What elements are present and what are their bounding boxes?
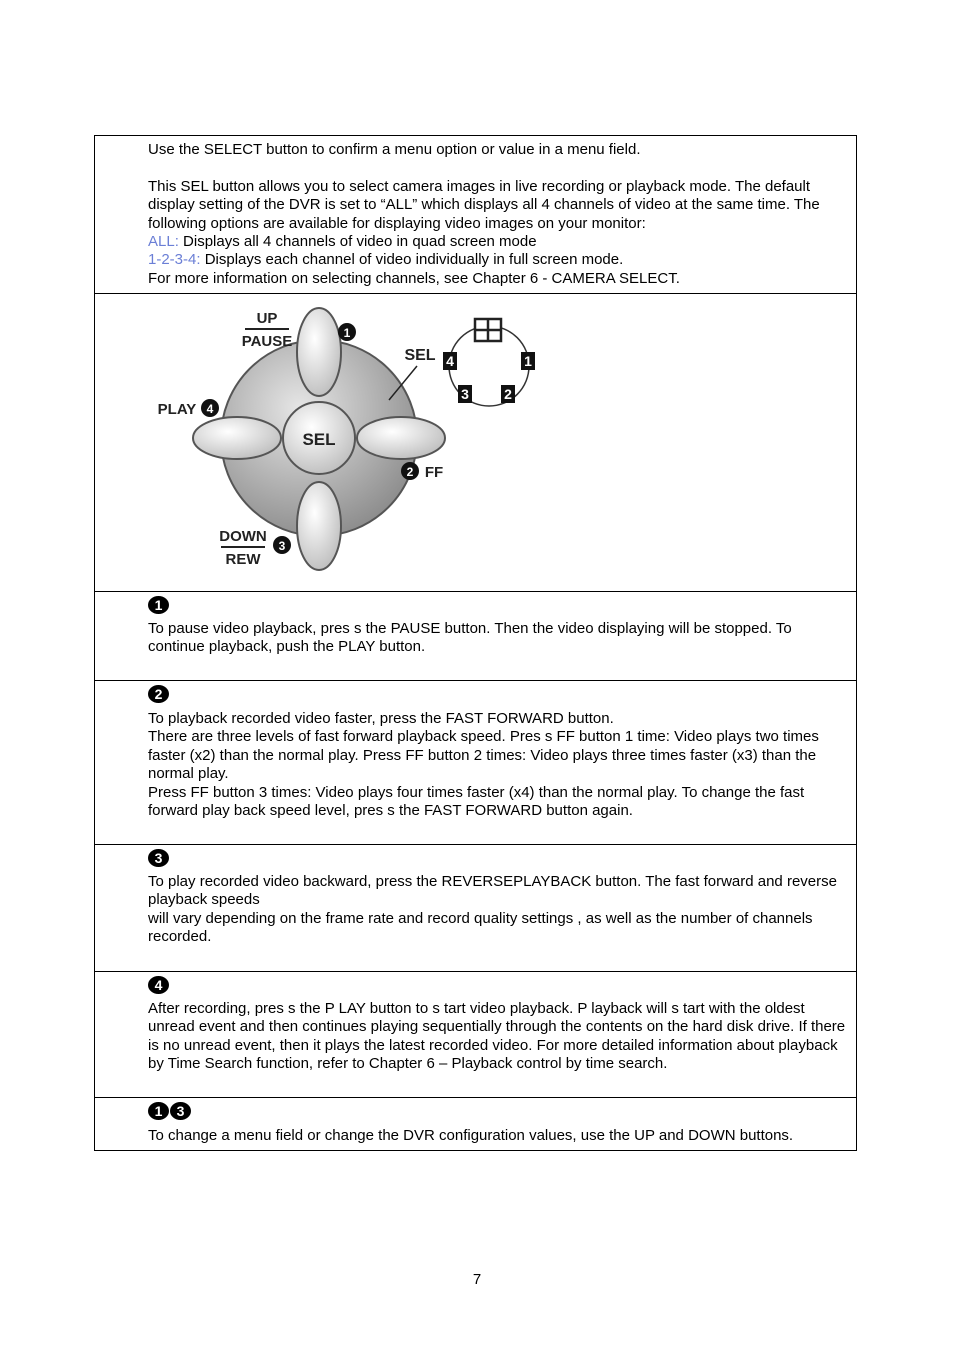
pause-badge: [148, 596, 169, 614]
all-label: ALL:: [148, 233, 179, 251]
pause-description: To pause video playback, pres s the PAUSE button. Then the video displaying will be stopped. To continue playback, push the PLAY button.: [148, 620, 792, 656]
channel-description: Displays each channel of video individually in full screen mode.: [200, 251, 624, 269]
select-intro: Use the SELECT button to confirm a menu option or value in a menu field.: [148, 141, 641, 158]
sel-ring-label: SEL: [404, 347, 436, 364]
button-description-table: [94, 135, 857, 1151]
rew-description-1: To play recorded video backward, press the REVERSEPLAYBACK button. The fast forward and reverse playback speeds: [148, 873, 837, 909]
up-pause-button[interactable]: [297, 308, 341, 396]
number-1-icon: 1: [148, 1102, 169, 1120]
up-number: 1: [343, 326, 351, 340]
page-number: 7: [472, 1271, 482, 1288]
updown-text: [148, 1127, 848, 1145]
select-row: [95, 136, 856, 293]
all-option: [148, 233, 848, 251]
ff-label: FF: [424, 464, 444, 481]
rew-label: REW: [225, 551, 261, 568]
pause-label: PAUSE: [241, 333, 293, 350]
updown-description: To change a menu field or change the DVR configuration values, use the UP and DOWN buttons.: [148, 1127, 794, 1144]
ring-number-1: 1: [524, 353, 532, 369]
play-badge: [148, 976, 169, 994]
rew-text: [148, 873, 848, 947]
more-info: For more information on selecting channels, see Chapter 6 - CAMERA SELECT.: [148, 269, 680, 287]
ff-row: [95, 680, 856, 844]
play-button[interactable]: [193, 417, 281, 459]
number-3-icon: 3: [148, 849, 169, 867]
ff-badge: [148, 685, 169, 703]
down-rew-button[interactable]: [297, 482, 341, 570]
number-4-icon: 4: [148, 976, 169, 994]
play-label: PLAY: [157, 401, 197, 418]
up-label: UP: [256, 310, 278, 327]
channel-option: [148, 251, 848, 269]
updown-row: [95, 1097, 856, 1150]
down-label: DOWN: [219, 528, 267, 545]
down-number: 3: [278, 539, 286, 553]
pause-text: [148, 620, 848, 657]
diagram-row: [95, 293, 856, 591]
ff-button[interactable]: [357, 417, 445, 459]
pause-row: [95, 591, 856, 680]
play-row: [95, 971, 856, 1097]
rew-row: [95, 844, 856, 971]
play-number: 4: [206, 402, 214, 416]
ff-description-3: Press FF button 3 times: Video plays four times faster (x4) than the normal play. To change the fast forward play back speed level, pres s the FAST FORWARD button again.: [148, 783, 805, 820]
number-3-icon: 3: [170, 1102, 191, 1120]
rew-description-2: will vary depending on the frame rate and record quality settings , as well as the number of channels recorded.: [148, 909, 813, 946]
ff-number: 2: [406, 465, 414, 479]
ring-number-2: 2: [504, 386, 512, 402]
all-description: Displays all 4 channels of video in quad screen mode: [178, 233, 537, 251]
updown-badge: [148, 1102, 191, 1120]
play-description: After recording, pres s the P LAY button to s tart video playback. P layback will s tart with the oldest unread event and then continues playing sequentially through the contents on the hard disk drive. If there is no unread event, then it plays the latest recorded video. For more detailed information about playback by Time Search function, refer to Chapter 6 – Playback control by time search.: [148, 1000, 846, 1073]
rew-badge: [148, 849, 169, 867]
number-1-icon: 1: [148, 596, 169, 614]
sel-center-label: SEL: [302, 430, 336, 449]
ff-description-1: To playback recorded video faster, press the FAST FORWARD button.: [148, 710, 614, 727]
play-text: [148, 1000, 848, 1074]
button-diagram: [155, 302, 555, 582]
channel-label: 1-2-3-4:: [148, 251, 201, 269]
ring-number-4: 4: [446, 353, 454, 369]
ring-number-3: 3: [461, 386, 469, 402]
ff-text: [148, 710, 848, 820]
select-paragraph: This SEL button allows you to select camera images in live recording or playback mode. The default display setting of the DVR is set to “ALL” which displays all 4 channels of video at the same time. The following options are available for displaying video images on your monitor:: [148, 177, 820, 232]
ff-description-2: There are three levels of fast forward playback speed. Pres s FF button 1 time: Video plays two times faster (x2) than the normal play. Press FF button 2 times: Video plays three times faster (x3) than the normal play.: [148, 728, 819, 783]
select-text: [148, 141, 848, 288]
number-2-icon: 2: [148, 685, 169, 703]
